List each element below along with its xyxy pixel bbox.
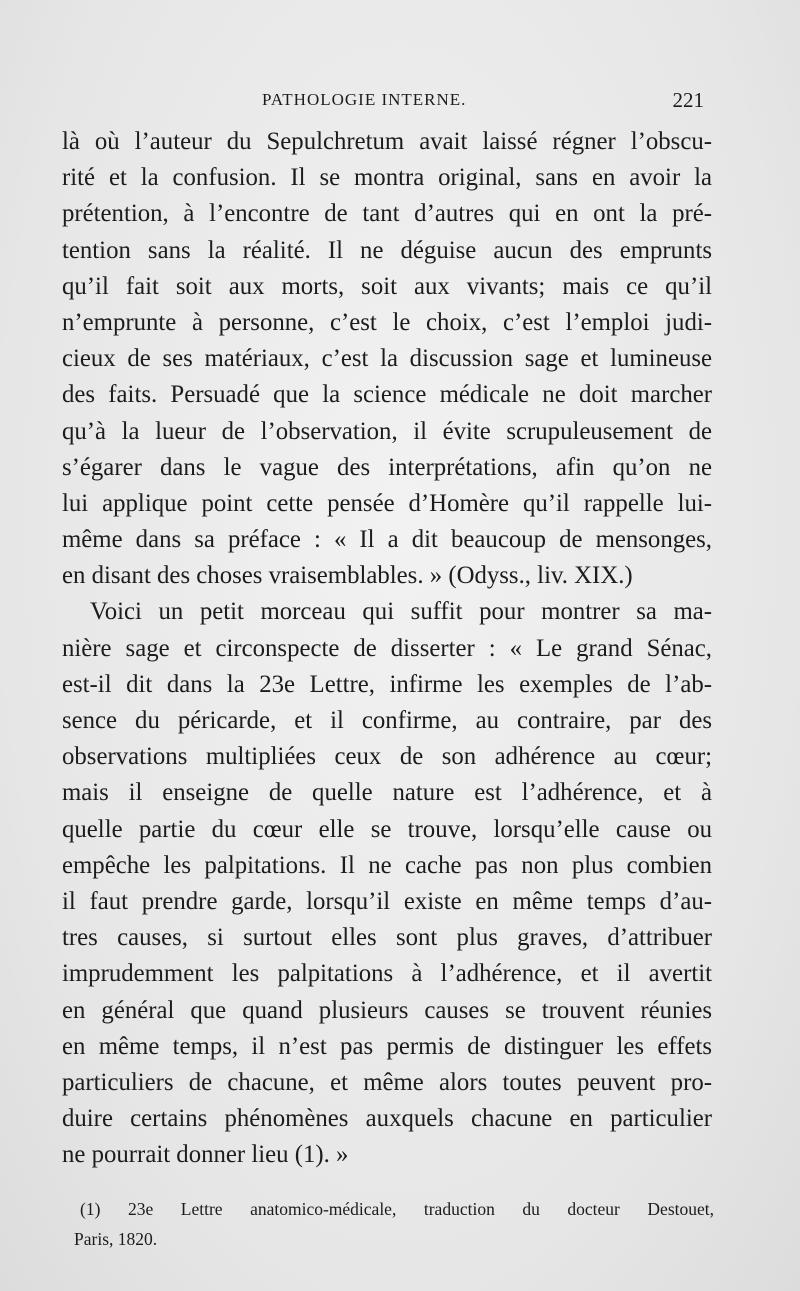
text-line: n’emprunte à personne, c’est le choix, c’est l’emploi judi- xyxy=(62,308,712,336)
text-line: rité et la confusion. Il se montra original, sans en avoir la xyxy=(62,164,712,192)
text-line: empêche les palpitations. Il ne cache pas non plus combien xyxy=(62,851,712,879)
text-line: qu’il fait soit aux morts, soit aux vivants; mais ce qu’il xyxy=(62,272,712,300)
page-header xyxy=(258,88,708,112)
text-line: duire certains phénomènes auxquels chacune en particulier xyxy=(62,1105,712,1133)
page-number: 221 xyxy=(672,88,704,112)
text-line: Voici un petit morceau qui suffit pour montrer sa ma- xyxy=(90,598,712,626)
text-line: tres causes, si surtout elles sont plus graves, d’attribuer xyxy=(62,924,712,952)
text-line: observations multipliées ceux de son adhérence au cœur; xyxy=(62,743,712,771)
text-line: lui applique point cette pensée d’Homère qu’il rappelle lui- xyxy=(62,489,712,517)
text-line: nière sage et circonspecte de disserter : « Le grand Sénac, xyxy=(62,634,712,662)
text-line: est-il dit dans la 23e Lettre, infirme les exemples de l’ab- xyxy=(62,670,712,698)
text-line: particuliers de chacune, et même alors toutes peuvent pro- xyxy=(62,1068,712,1096)
text-line: mais il enseigne de quelle nature est l’adhérence, et à xyxy=(62,779,712,807)
running-title: PATHOLOGIE INTERNE. xyxy=(262,90,467,109)
text-line: qu’à la lueur de l’observation, il évite scrupuleusement de xyxy=(62,417,712,445)
footnote-line: (1) 23e Lettre anatomico-médicale, traduction du docteur Destouet, xyxy=(80,1199,714,1219)
text-line: sence du péricarde, et il confirme, au contraire, par des xyxy=(62,707,712,734)
text-line: prétention, à l’encontre de tant d’autres qui en ont la pré- xyxy=(62,200,712,228)
text-line: même dans sa préface : « Il a dit beaucoup de mensonges, xyxy=(62,526,712,554)
text-line: imprudemment les palpitations à l’adhérence, et il avertit xyxy=(62,960,712,988)
text-line: là où l’auteur du Sepulchretum avait laissé régner l’obscu- xyxy=(62,128,712,155)
footnote-line: Paris, 1820. xyxy=(74,1229,158,1249)
text-line: ne pourrait donner lieu (1). » xyxy=(62,1141,349,1169)
text-line: en général que quand plusieurs causes se trouvent réunies xyxy=(62,996,712,1024)
footnote xyxy=(74,1194,714,1254)
text-line: en même temps, il n’est pas permis de distinguer les effets xyxy=(62,1032,712,1060)
text-line: il faut prendre garde, lorsqu’il existe en même temps d’au- xyxy=(62,887,712,915)
text-line: cieux de ses matériaux, c’est la discussion sage et lumineuse xyxy=(62,345,712,373)
text-line: quelle partie du cœur elle se trouve, lorsqu’elle cause ou xyxy=(62,815,712,843)
body-text xyxy=(62,124,712,1173)
text-line: en disant des choses vraisemblables. » (Odyss., liv. XIX.) xyxy=(62,562,633,590)
text-line: s’égarer dans le vague des interprétations, afin qu’on ne xyxy=(62,453,712,481)
text-line: tention sans la réalité. Il ne déguise aucun des emprunts xyxy=(62,236,712,264)
text-line: des faits. Persuadé que la science médicale ne doit marcher xyxy=(62,381,712,409)
